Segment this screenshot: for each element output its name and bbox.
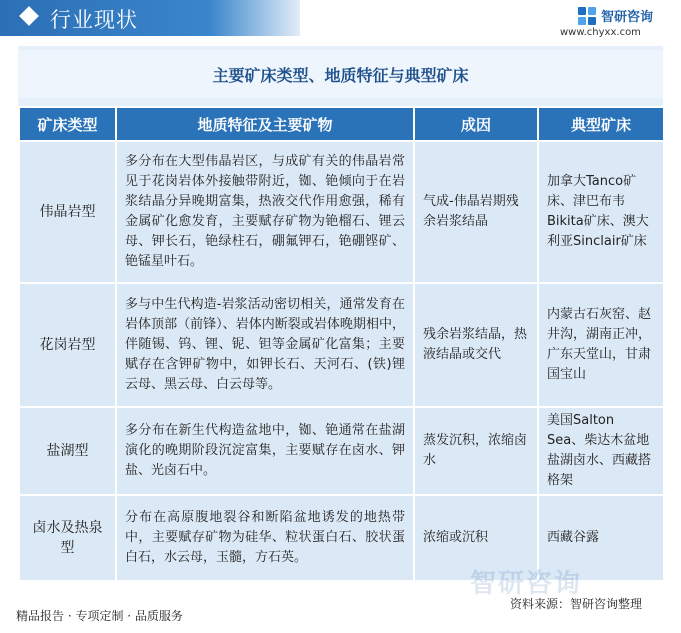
- table-row: [19, 283, 664, 407]
- table-header-row: [19, 107, 664, 141]
- cell-type: 花岗岩型: [19, 283, 116, 407]
- source-note: 资料来源：智研咨询整理: [510, 597, 643, 611]
- cell-deposits: 内蒙古石灰窑、赵井沟，湖南正冲，广东天堂山，甘肃国宝山: [538, 283, 664, 407]
- footer: [0, 569, 681, 633]
- cell-type: 盐湖型: [19, 407, 116, 495]
- brand-logo[interactable]: [578, 6, 653, 25]
- header: [0, 0, 681, 42]
- cell-type: 伟晶岩型: [19, 141, 116, 283]
- cell-origin: 残余岩浆结晶，热液结晶或交代: [414, 283, 538, 407]
- column-header-deposits: 典型矿床: [538, 107, 664, 141]
- cell-origin: 蒸发沉积，浓缩卤水: [414, 407, 538, 495]
- diamond-icon: [19, 6, 39, 26]
- cell-type: 卤水及热泉型: [19, 495, 116, 581]
- cell-features: 多分布在大型伟晶岩区，与成矿有关的伟晶岩常见于花岗岩体外接触带附近，铷、铯倾向于在岩浆结晶分异晚期富集，热液交代作用愈强，稀有金属矿化愈发育，主要赋存矿物为铯榴石、锂云母、钾长石，铯绿柱石，硼氟钾石，铯硼铿矿、铯锰星叶石。: [116, 141, 414, 283]
- services-tagline: 精品报告 · 专项定制 · 品质服务: [16, 609, 183, 623]
- cell-features: 分布在高原腹地裂谷和断陷盆地诱发的地热带中，主要赋存矿物为硅华、粒状蛋白石、胶状蛋白石，水云母，玉髓，方石英。: [116, 495, 414, 581]
- cell-deposits: 西藏谷露: [538, 495, 664, 581]
- cell-origin: 浓缩或沉积: [414, 495, 538, 581]
- table-row: [19, 407, 664, 495]
- column-header-type: 矿床类型: [19, 107, 116, 141]
- site-url[interactable]: www.chyxx.com: [560, 27, 641, 38]
- table-title: 主要矿床类型、地质特征与典型矿床: [18, 50, 663, 98]
- cell-deposits: 加拿大Tanco矿床、津巴布韦Bikita矿床、澳大利亚Sinclair矿床: [538, 141, 664, 283]
- cell-features: 多与中生代构造-岩浆活动密切相关，通常发育在岩体顶部（前锋）、岩体内断裂或岩体晚期相中，伴随锡、钨、锂、铌、钽等金属矿化富集；主要赋存在含钾矿物中，如钾长石、天河石、(铁)锂云母、黑云母、白云母等。: [116, 283, 414, 407]
- table-row: [19, 141, 664, 283]
- column-header-features: 地质特征及主要矿物: [116, 107, 414, 141]
- section-banner: [0, 0, 300, 36]
- column-header-origin: 成因: [414, 107, 538, 141]
- cell-origin: 气成-伟晶岩期残余岩浆结晶: [414, 141, 538, 283]
- cell-deposits: 美国Salton Sea、柴达木盆地盐湖卤水、西藏搭格架: [538, 407, 664, 495]
- section-title: 行业现状: [50, 8, 138, 32]
- cell-features: 多分布在新生代构造盆地中，铷、铯通常在盐湖演化的晚期阶段沉淀富集，主要赋存在卤水、钾盐、光卤石中。: [116, 407, 414, 495]
- deposit-table: [18, 106, 665, 582]
- logo-icon: [578, 7, 596, 25]
- table-panel: [18, 46, 663, 581]
- logo-text: 智研咨询: [601, 10, 654, 25]
- footer-watermark: 智研咨询: [470, 569, 583, 599]
